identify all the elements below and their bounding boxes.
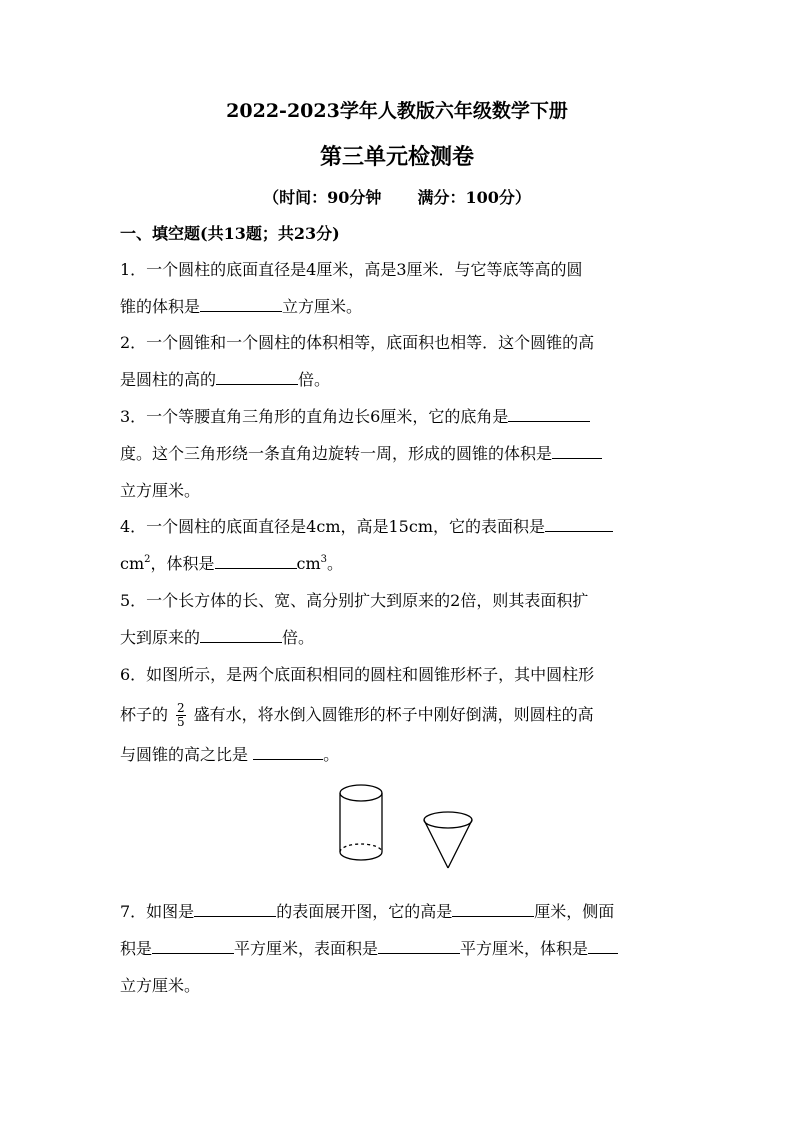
question-text: 6．如图所示，是两个底面积相同的圆柱和圆锥形杯子，其中圆柱形 (120, 665, 595, 684)
question-7 (120, 893, 676, 1004)
answer-blank (452, 898, 534, 917)
question-text: 的表面展开图，它的高是 (276, 902, 453, 921)
question-text: 倍。 (282, 628, 315, 647)
cone-icon (424, 812, 472, 868)
question-5 (120, 582, 676, 656)
question-text: 大到原来的 (120, 628, 201, 647)
fraction-denominator: 5 (177, 715, 185, 729)
fraction (176, 702, 186, 729)
time-label: （时间：90分钟 (263, 188, 382, 207)
superscript: 2 (144, 554, 151, 565)
question-text: 3．一个等腰直角三角形的直角边长6厘米，它的底角是 (120, 407, 509, 426)
answer-blank (378, 935, 460, 954)
cylinder-icon (340, 785, 382, 860)
question-text: ，体积是 (150, 554, 215, 573)
section-title: 一、填空题(共13题；共23分) (120, 224, 340, 243)
exam-subtitle: 第三单元检测卷 (319, 144, 474, 170)
question-text: 5．一个长方体的长、宽、高分别扩大到原来的2倍，则其表面积扩 (120, 591, 589, 610)
question-3 (120, 398, 676, 509)
cylinder-cone-figure (323, 775, 483, 885)
answer-blank (200, 624, 282, 643)
score-label: 满分：100分） (417, 188, 531, 207)
answer-blank (216, 366, 298, 385)
answer-blank (253, 741, 323, 760)
answer-blank (200, 293, 282, 312)
question-text: 倍。 (298, 370, 331, 389)
question-text: 杯子的 (120, 705, 169, 724)
superscript: 3 (320, 554, 328, 565)
question-text: 积是 (120, 939, 153, 958)
question-text: 平方厘米，表面积是 (234, 939, 379, 958)
question-2 (120, 324, 676, 398)
unit-text: cm (120, 554, 145, 573)
question-text: 1．一个圆柱的底面直径是4厘米，高是3厘米．与它等底等高的圆 (120, 260, 583, 279)
question-text: 度。这个三角形绕一条直角边旋转一周，形成的圆锥的体积是 (120, 444, 553, 463)
answer-blank (194, 898, 276, 917)
question-text: 厘米，侧面 (534, 902, 615, 921)
answer-blank (588, 935, 618, 954)
question-text: 2．一个圆锥和一个圆柱的体积相等，底面积也相等．这个圆锥的高 (120, 333, 595, 352)
unit-text: cm (296, 554, 321, 573)
question-text: 。 (327, 554, 344, 573)
fraction-numerator: 2 (177, 701, 185, 715)
answer-blank (215, 550, 297, 569)
answer-blank (508, 403, 590, 422)
question-6 (120, 655, 676, 775)
question-text: 与圆锥的高之比是 (120, 745, 254, 764)
answer-blank (545, 513, 613, 532)
answer-blank (552, 440, 602, 459)
answer-blank (152, 935, 234, 954)
question-4 (120, 508, 676, 582)
question-1 (120, 251, 676, 325)
figure-svg (323, 775, 483, 885)
question-text: 立方厘米。 (282, 297, 363, 316)
question-text: 是圆柱的高的 (120, 370, 217, 389)
question-text: 锥的体积是 (120, 297, 201, 316)
question-text: 立方厘米。 (120, 976, 201, 995)
question-text: 。 (323, 745, 340, 764)
question-text: 盛有水，将水倒入圆锥形的杯子中刚好倒满，则圆柱的高 (193, 705, 594, 724)
exam-title: 2022-2023学年人教版六年级数学下册 (226, 100, 568, 122)
question-text: 平方厘米，体积是 (460, 939, 589, 958)
exam-meta (0, 185, 794, 208)
question-text: 7．如图是 (120, 902, 195, 921)
question-text: 立方厘米。 (120, 481, 201, 500)
question-text: 4．一个圆柱的底面直径是4cm，高是15cm，它的表面积是 (120, 517, 545, 536)
